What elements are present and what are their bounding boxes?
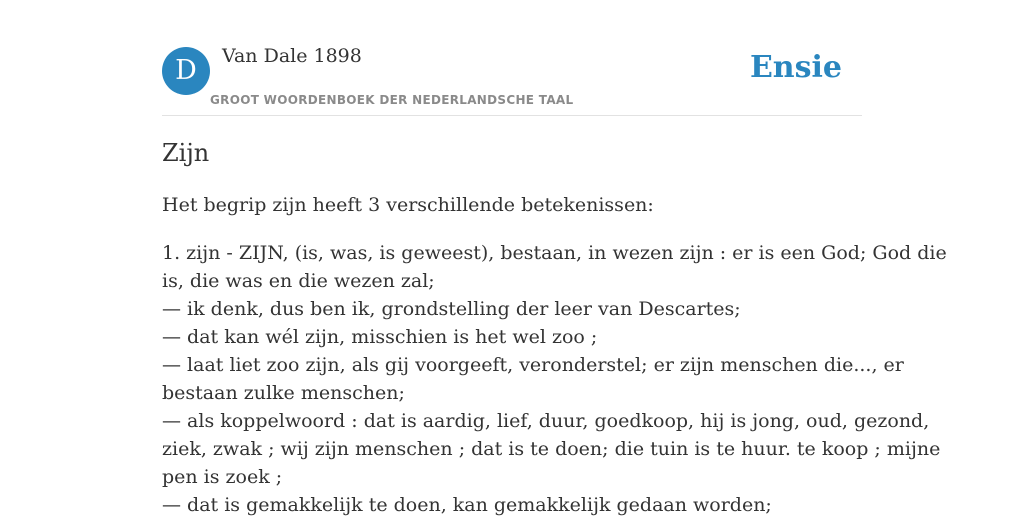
dictionary-subtitle: GROOT WOORDENBOEK DER NEDERLANDSCHE TAAL xyxy=(210,93,574,107)
entry-term: Zijn xyxy=(162,139,210,167)
dictionary-title[interactable]: Van Dale 1898 xyxy=(222,45,362,67)
definition-line: bestaan zulke menschen; xyxy=(162,382,405,404)
definition-line: is, die was en die wezen zal; xyxy=(162,270,435,292)
definition-line: pen is zoek ; xyxy=(162,466,283,488)
definition-line: — ik denk, dus ben ik, grondstelling der leer van Descartes; xyxy=(162,298,741,320)
definition-line: — dat kan wél zijn, misschien is het wel zoo ; xyxy=(162,326,598,348)
definition-line: — laat liet zoo zijn, als gij voorgeeft, veronderstel; er zijn menschen die..., er xyxy=(162,354,904,376)
definition-line: 1. zijn - ZIJN, (is, was, is geweest), bestaan, in wezen zijn : er is een God; God die xyxy=(162,242,947,264)
page xyxy=(162,0,947,516)
definition-text xyxy=(162,239,947,519)
ensie-logo-link[interactable]: Ensie xyxy=(749,50,842,85)
dictionary-header xyxy=(162,0,862,116)
dictionary-avatar[interactable]: D xyxy=(162,47,210,95)
definition-line: — dat is gemakkelijk te doen, kan gemakkelijk gedaan worden; xyxy=(162,494,772,516)
definition-line: — als koppelwoord : dat is aardig, lief, duur, goedkoop, hij is jong, oud, gezond, xyxy=(162,410,930,432)
definition-line: ziek, zwak ; wij zijn menschen ; dat is te doen; die tuin is te huur. te koop ; mijne xyxy=(162,438,941,460)
entry-intro: Het begrip zijn heeft 3 verschillende betekenissen: xyxy=(162,194,654,216)
